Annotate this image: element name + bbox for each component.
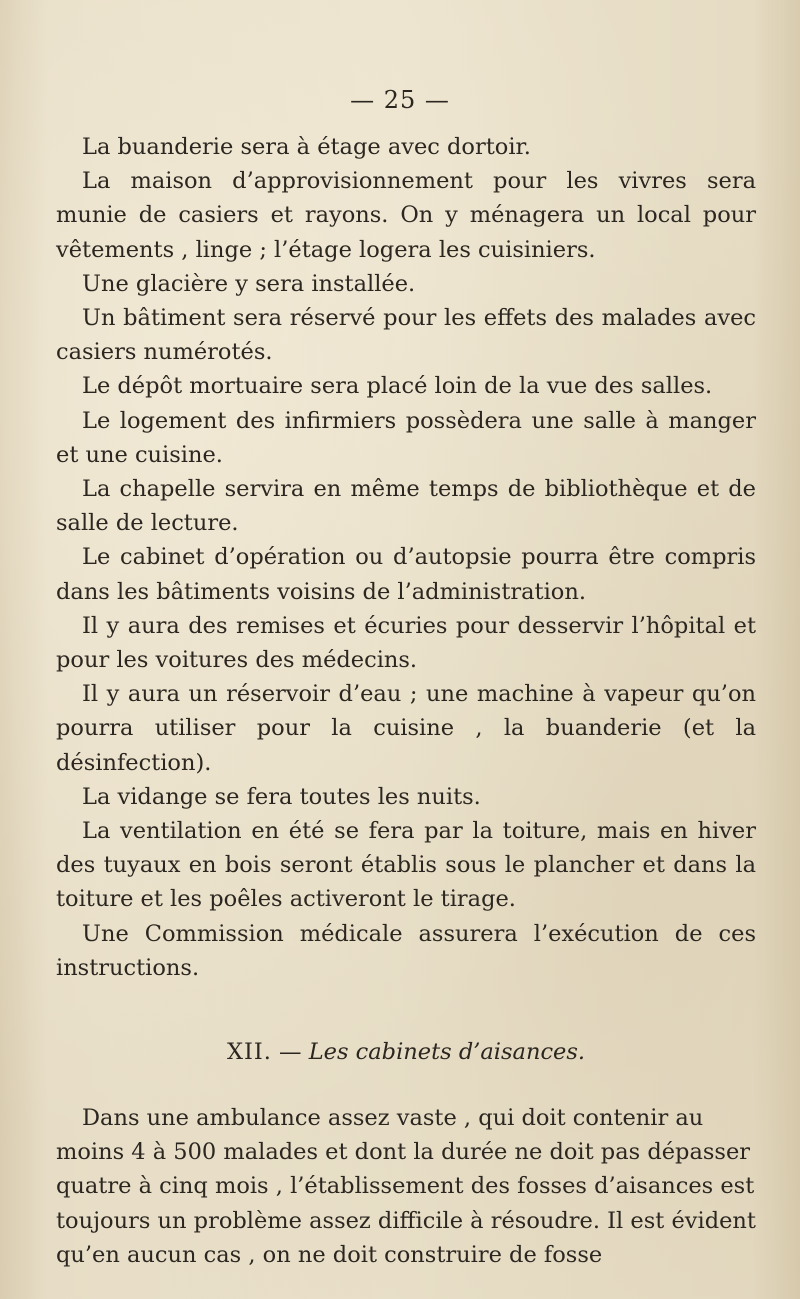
paragraph: Le dépôt mortuaire sera placé loin de la vue des salles. [82,373,713,400]
paragraph: La ventilation en été se fera par la toiture, mais en hiver des tuyaux en bois seront établis sous le plancher et dans la toiture et les poêles activeront le tirage. [56,818,756,913]
paragraph: Un bâtiment sera réservé pour les effets des malades avec casiers numérotés. [56,305,756,366]
section-number: XII. [226,1039,272,1066]
paragraph: La maison d’approvisionnement pour les vivres sera munie de casiers et rayons. On y ménagera un local pour vêtements , linge ; l’étage logera les cuisiniers. [56,168,756,263]
section-heading [56,1035,756,1069]
paragraph: Dans une ambulance assez vaste , qui doit contenir au moins 4 à 500 malades et dont la durée ne doit pas dépasser quatre à cinq mois , l’établissement des fosses d’aisances est toujours un problème assez difficile à résoudre. Il est évident qu’en aucun cas , on ne doit construire de fosse [56,1105,756,1268]
paragraph: La vidange se fera toutes les nuits. [82,783,481,810]
paragraph: Une Commission médicale assurera l’exécution de ces instructions. [56,920,756,981]
page-body [56,130,756,1272]
paragraph: Le logement des infirmiers possèdera une salle à manger et une cuisine. [56,407,756,468]
paragraph: Le cabinet d’opération ou d’autopsie pourra être compris dans les bâtiments voisins de l’administration. [56,544,756,605]
paragraph: Une glacière y sera installée. [82,270,416,297]
page-number: — 25 — [350,86,450,114]
paragraph: La chapelle servira en même temps de bibliothèque et de salle de lecture. [56,476,756,537]
section-dash: — [279,1039,302,1066]
section-title: Les cabinets d’aisances. [308,1039,586,1066]
paragraph: Il y aura un réservoir d’eau ; une machine à vapeur qu’on pourra utiliser pour la cuisine , la buanderie (et la désinfection). [56,681,756,776]
paragraph: Il y aura des remises et écuries pour desservir l’hôpital et pour les voitures des médecins. [56,612,756,674]
paragraph: La buanderie sera à étage avec dortoir. [82,134,531,160]
